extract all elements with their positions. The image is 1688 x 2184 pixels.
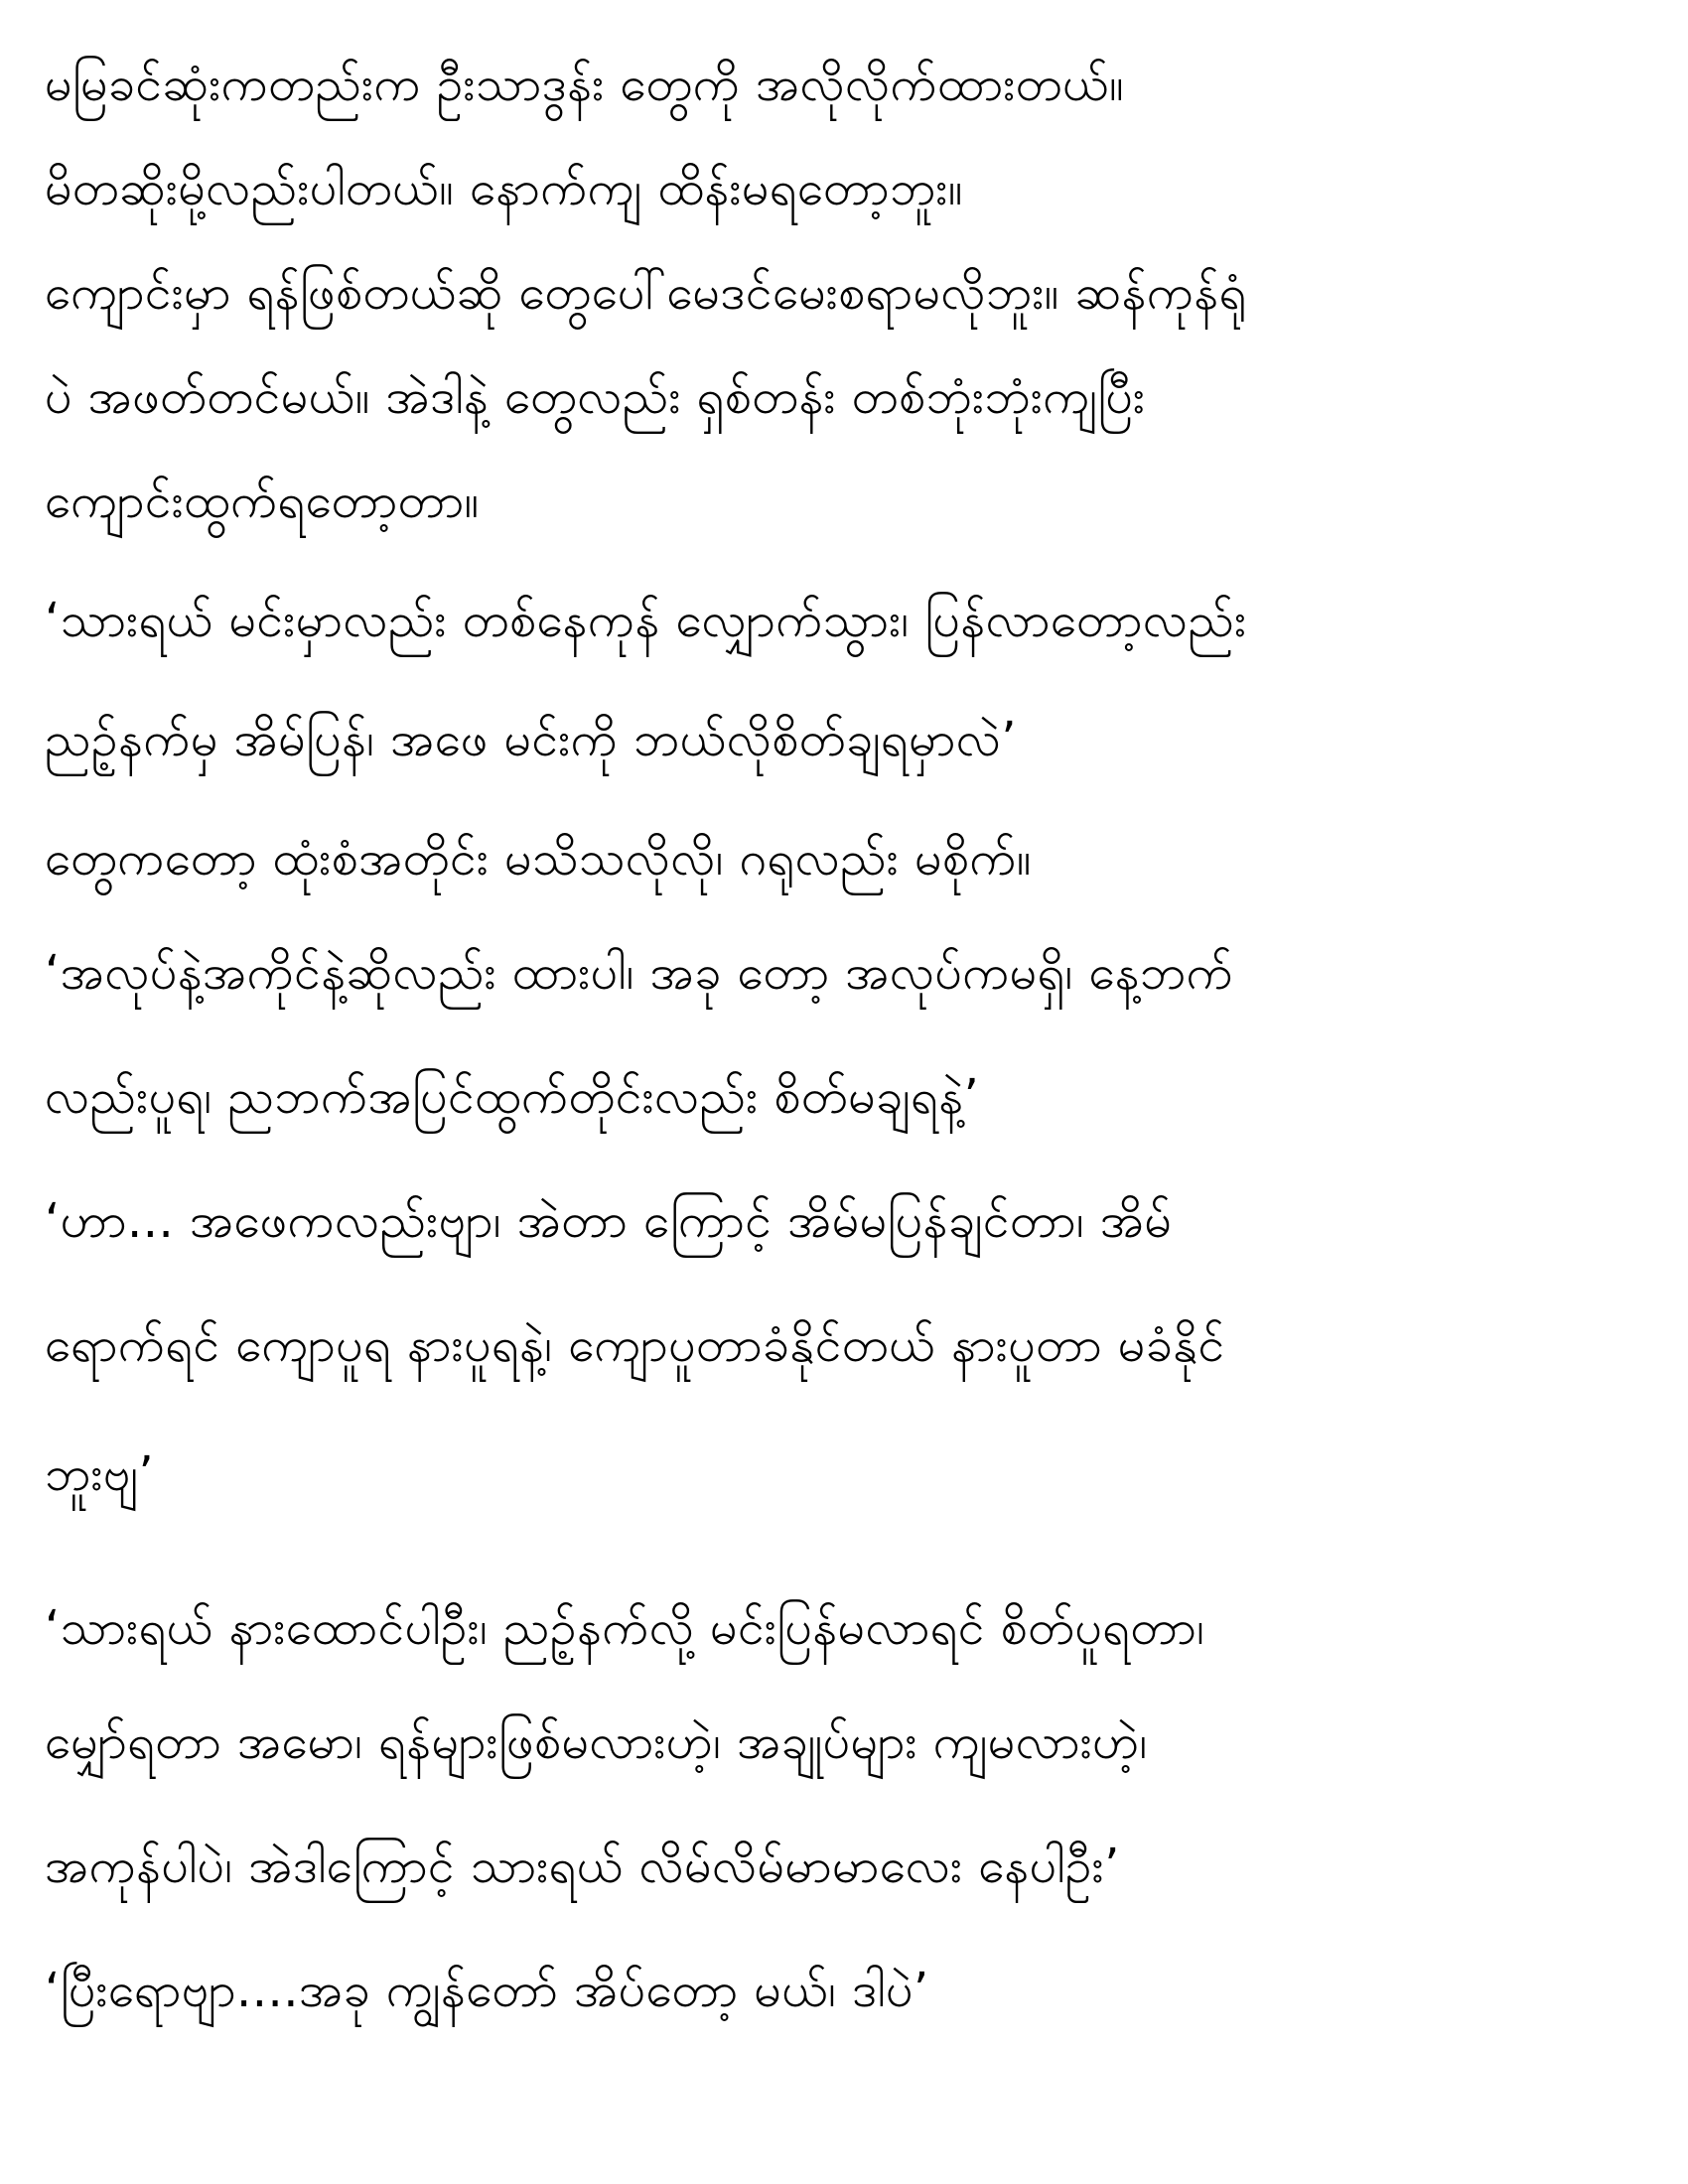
text-line-6: ‘သားရယ် မင်းမှာလည်း တစ်နေကုန် လျှောက်သွား၊ ပြန်လာတော့လည်း — [45, 593, 1247, 648]
text-line-12: ရောက်ရင် ကျောပူရ နားပူရနဲ့၊ ကျောပူတာခံနိုင်တယ် နားပူတာ မခံနိုင် — [45, 1317, 1225, 1373]
text-line-9: ‘အလုပ်နဲ့အကိုင်နဲ့ဆိုလည်း ထားပါ၊ အခု တော့ အလုပ်ကမရှိ၊ နေ့ဘက် — [45, 945, 1234, 1001]
text-line-7: ညဉ့်နက်မှ အိမ်ပြန်၊ အဖေ မင်းကို ဘယ်လိုစိတ်ချရမှာလဲ’ — [45, 712, 1018, 767]
text-line-16: အကုန်ပါပဲ၊ အဲဒါကြောင့် သားရယ် လိမ်လိမ်မာမာလေး နေပါဦး’ — [45, 1839, 1120, 1894]
text-line-2: မိတဆိုးမို့လည်းပါတယ်။ နောက်ကျ ထိန်းမရတော့ဘူး။ — [45, 161, 963, 216]
text-line-11: ‘ဟာ... အဖေကလည်းဗျာ၊ အဲတာ ကြောင့် အိမ်မပြန်ချင်တာ၊ အိမ် — [45, 1193, 1173, 1249]
text-line-1: မမြခင်ဆုံးကတည်းက ဦးသာဒွန်း တွေကို အလိုလိုက်ထားတယ်။ — [45, 57, 1125, 112]
text-line-3: ကျောင်းမှာ ရန်ဖြစ်တယ်ဆို တွေပေါ်မေဒင်မေးစရာမလိုဘူး။ ဆန်ကုန်ရုံ — [45, 265, 1247, 321]
text-line-10: လည်းပူရ၊ ညဘက်အပြင်ထွက်တိုင်းလည်း စိတ်မချရနဲ့’ — [45, 1069, 980, 1125]
text-line-14: ‘သားရယ် နားထောင်ပါဦး၊ ညဉ့်နက်လို့ မင်းပြန်မလာရင် စိတ်ပူရတာ၊ — [45, 1600, 1205, 1656]
text-line-4: ပဲ အဖတ်တင်မယ်။ အဲဒါနဲ့ တွေလည်း ရှစ်တန်း တစ်ဘုံးဘုံးကျပြီး — [45, 369, 1146, 425]
text-line-5: ကျောင်းထွက်ရတော့တာ။ — [45, 474, 480, 529]
text-line-8: တွေကတော့ ထုံးစံအတိုင်း မသိသလိုလို၊ ဂရုလည်း မစိုက်။ — [45, 831, 1032, 887]
text-line-13: ဘူးဗျ’ — [45, 1446, 155, 1502]
text-line-15: မျှော်ရတာ အမော၊ ရန်များဖြစ်မလားဟဲ့၊ အချုပ်များ ကျမလားဟဲ့၊ — [45, 1714, 1148, 1770]
text-line-17: ‘ပြီးရောဗျာ....အခု ကျွန်တော် အိပ်တော့ မယ်၊ ဒါပဲ’ — [45, 1963, 929, 2018]
